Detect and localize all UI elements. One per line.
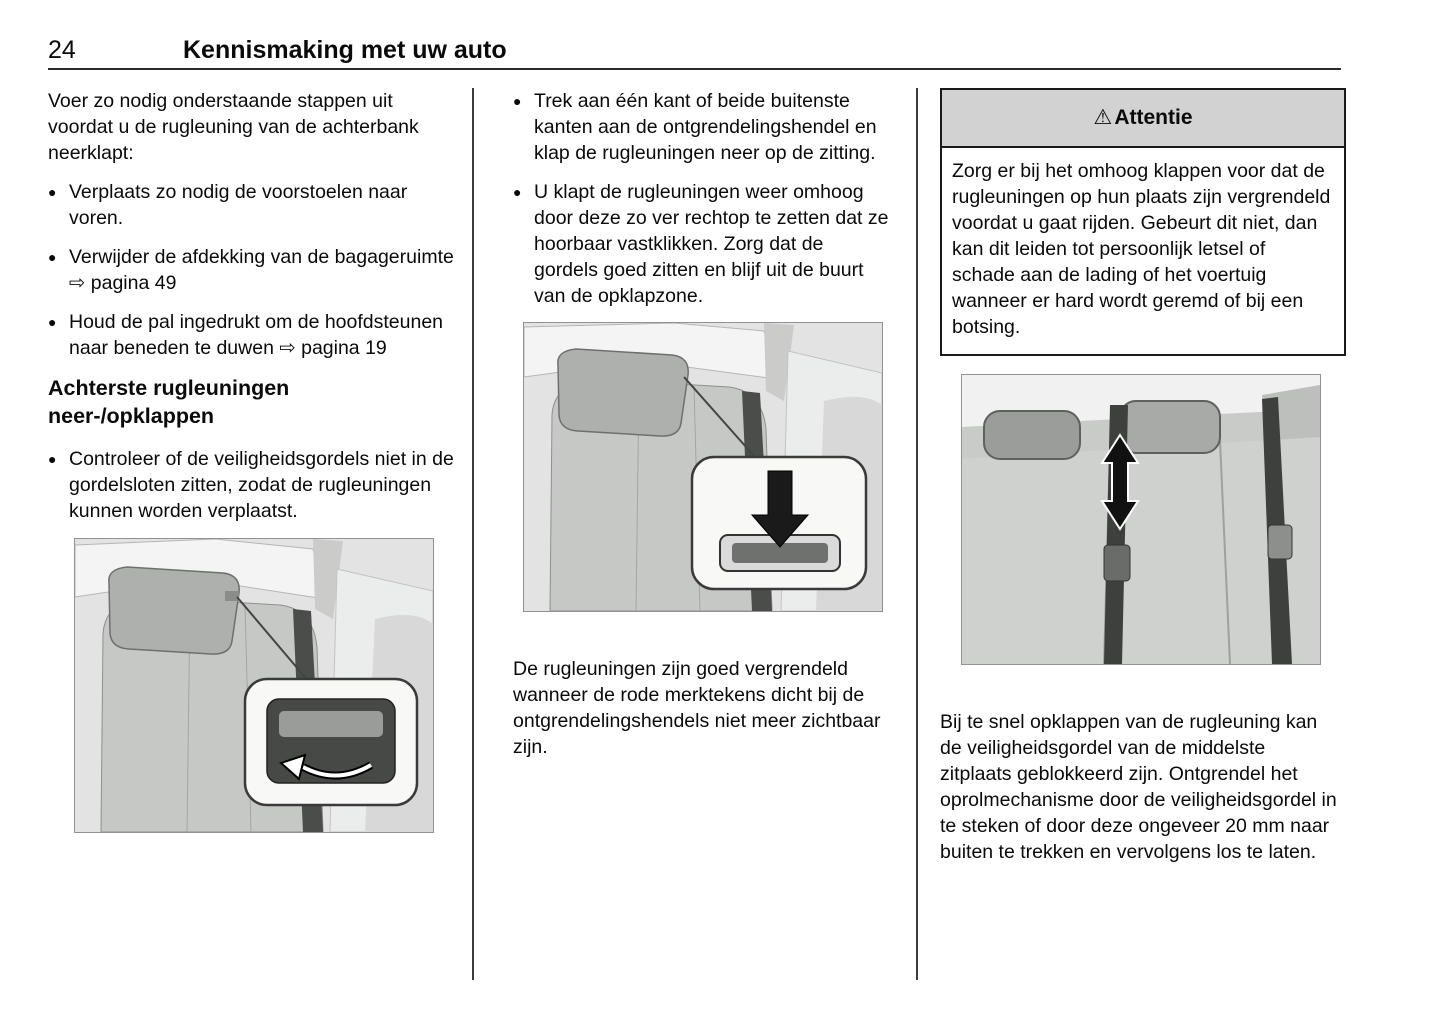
column-right — [940, 88, 1342, 878]
locked-indicator-paragraph: De rugleuningen zijn goed vergrendeld wanneer de rode merktekens dicht bij de ontgrendelingshendels niet meer zichtbaar zijn. — [513, 658, 881, 758]
column-divider-2 — [916, 88, 918, 980]
column-left — [48, 88, 460, 833]
warning-body-text: Zorg er bij het omhoog klappen voor dat de rugleuningen op hun plaats zijn vergrendeld voordat u gaat rijden. Gebeurt dit niet, dan kan dit leiden tot persoonlijk letsel of schade aan de lading of het voertuig wanneer er hard wordt geremd of bij een botsing. — [952, 160, 1331, 338]
column-divider-1 — [472, 88, 474, 980]
list-item: ● Controleer of de veiligheidsgordels niet in de gordelsloten zitten, zodat de rugleuningen kunnen worden verplaatst. — [48, 446, 460, 524]
figure-rear-bench-belt — [961, 374, 1321, 665]
list-item: ● Verwijder de afdekking van de bagageruimte ⇨ pagina 49 — [48, 244, 460, 296]
list-item: ● U klapt de rugleuningen weer omhoog door deze zo ver rechtop te zetten dat ze hoorbaar vastklikken. Zorg dat de gordels goed zitten en blijf uit de buurt van de opklapzone. — [513, 179, 892, 309]
warning-triangle-icon: ⚠ — [1093, 106, 1113, 129]
page-title: Kennismaking met uw auto — [183, 36, 507, 64]
header-rule — [48, 68, 1341, 70]
figure-headrest-release-handle — [74, 538, 434, 833]
belt-block-paragraph: Bij te snel opklappen van de rugleuning kan de veiligheidsgordel van de middelste zitplaats geblokkeerd zijn. Ontgrendel het oprolmechanisme door de veiligheidsgordel in te steken of door deze ongeveer 20 mm naar buiten te trekken en vervolgens los te laten. — [940, 711, 1337, 863]
page-number: 24 — [48, 36, 76, 64]
list-item: ● Houd de pal ingedrukt om de hoofdsteunen naar beneden te duwen ⇨ pagina 19 — [48, 309, 460, 361]
figure-release-handle-press — [523, 322, 883, 612]
section-heading: Achterste rugleuningen neer-/opklappen — [48, 376, 290, 428]
warning-title: Attentie — [1114, 106, 1193, 129]
warning-header — [942, 90, 1344, 148]
list-item: ● Trek aan één kant of beide buitenste kanten aan de ontgrendelingshendel en klap de rugleuningen neer op de zitting. — [513, 88, 892, 166]
warning-box — [940, 88, 1346, 356]
list-item: ● Verplaats zo nodig de voorstoelen naar voren. — [48, 179, 460, 231]
intro-paragraph: Voer zo nodig onderstaande stappen uit voordat u de rugleuning van de achterbank neerklapt: — [48, 90, 419, 164]
column-middle — [513, 88, 892, 773]
